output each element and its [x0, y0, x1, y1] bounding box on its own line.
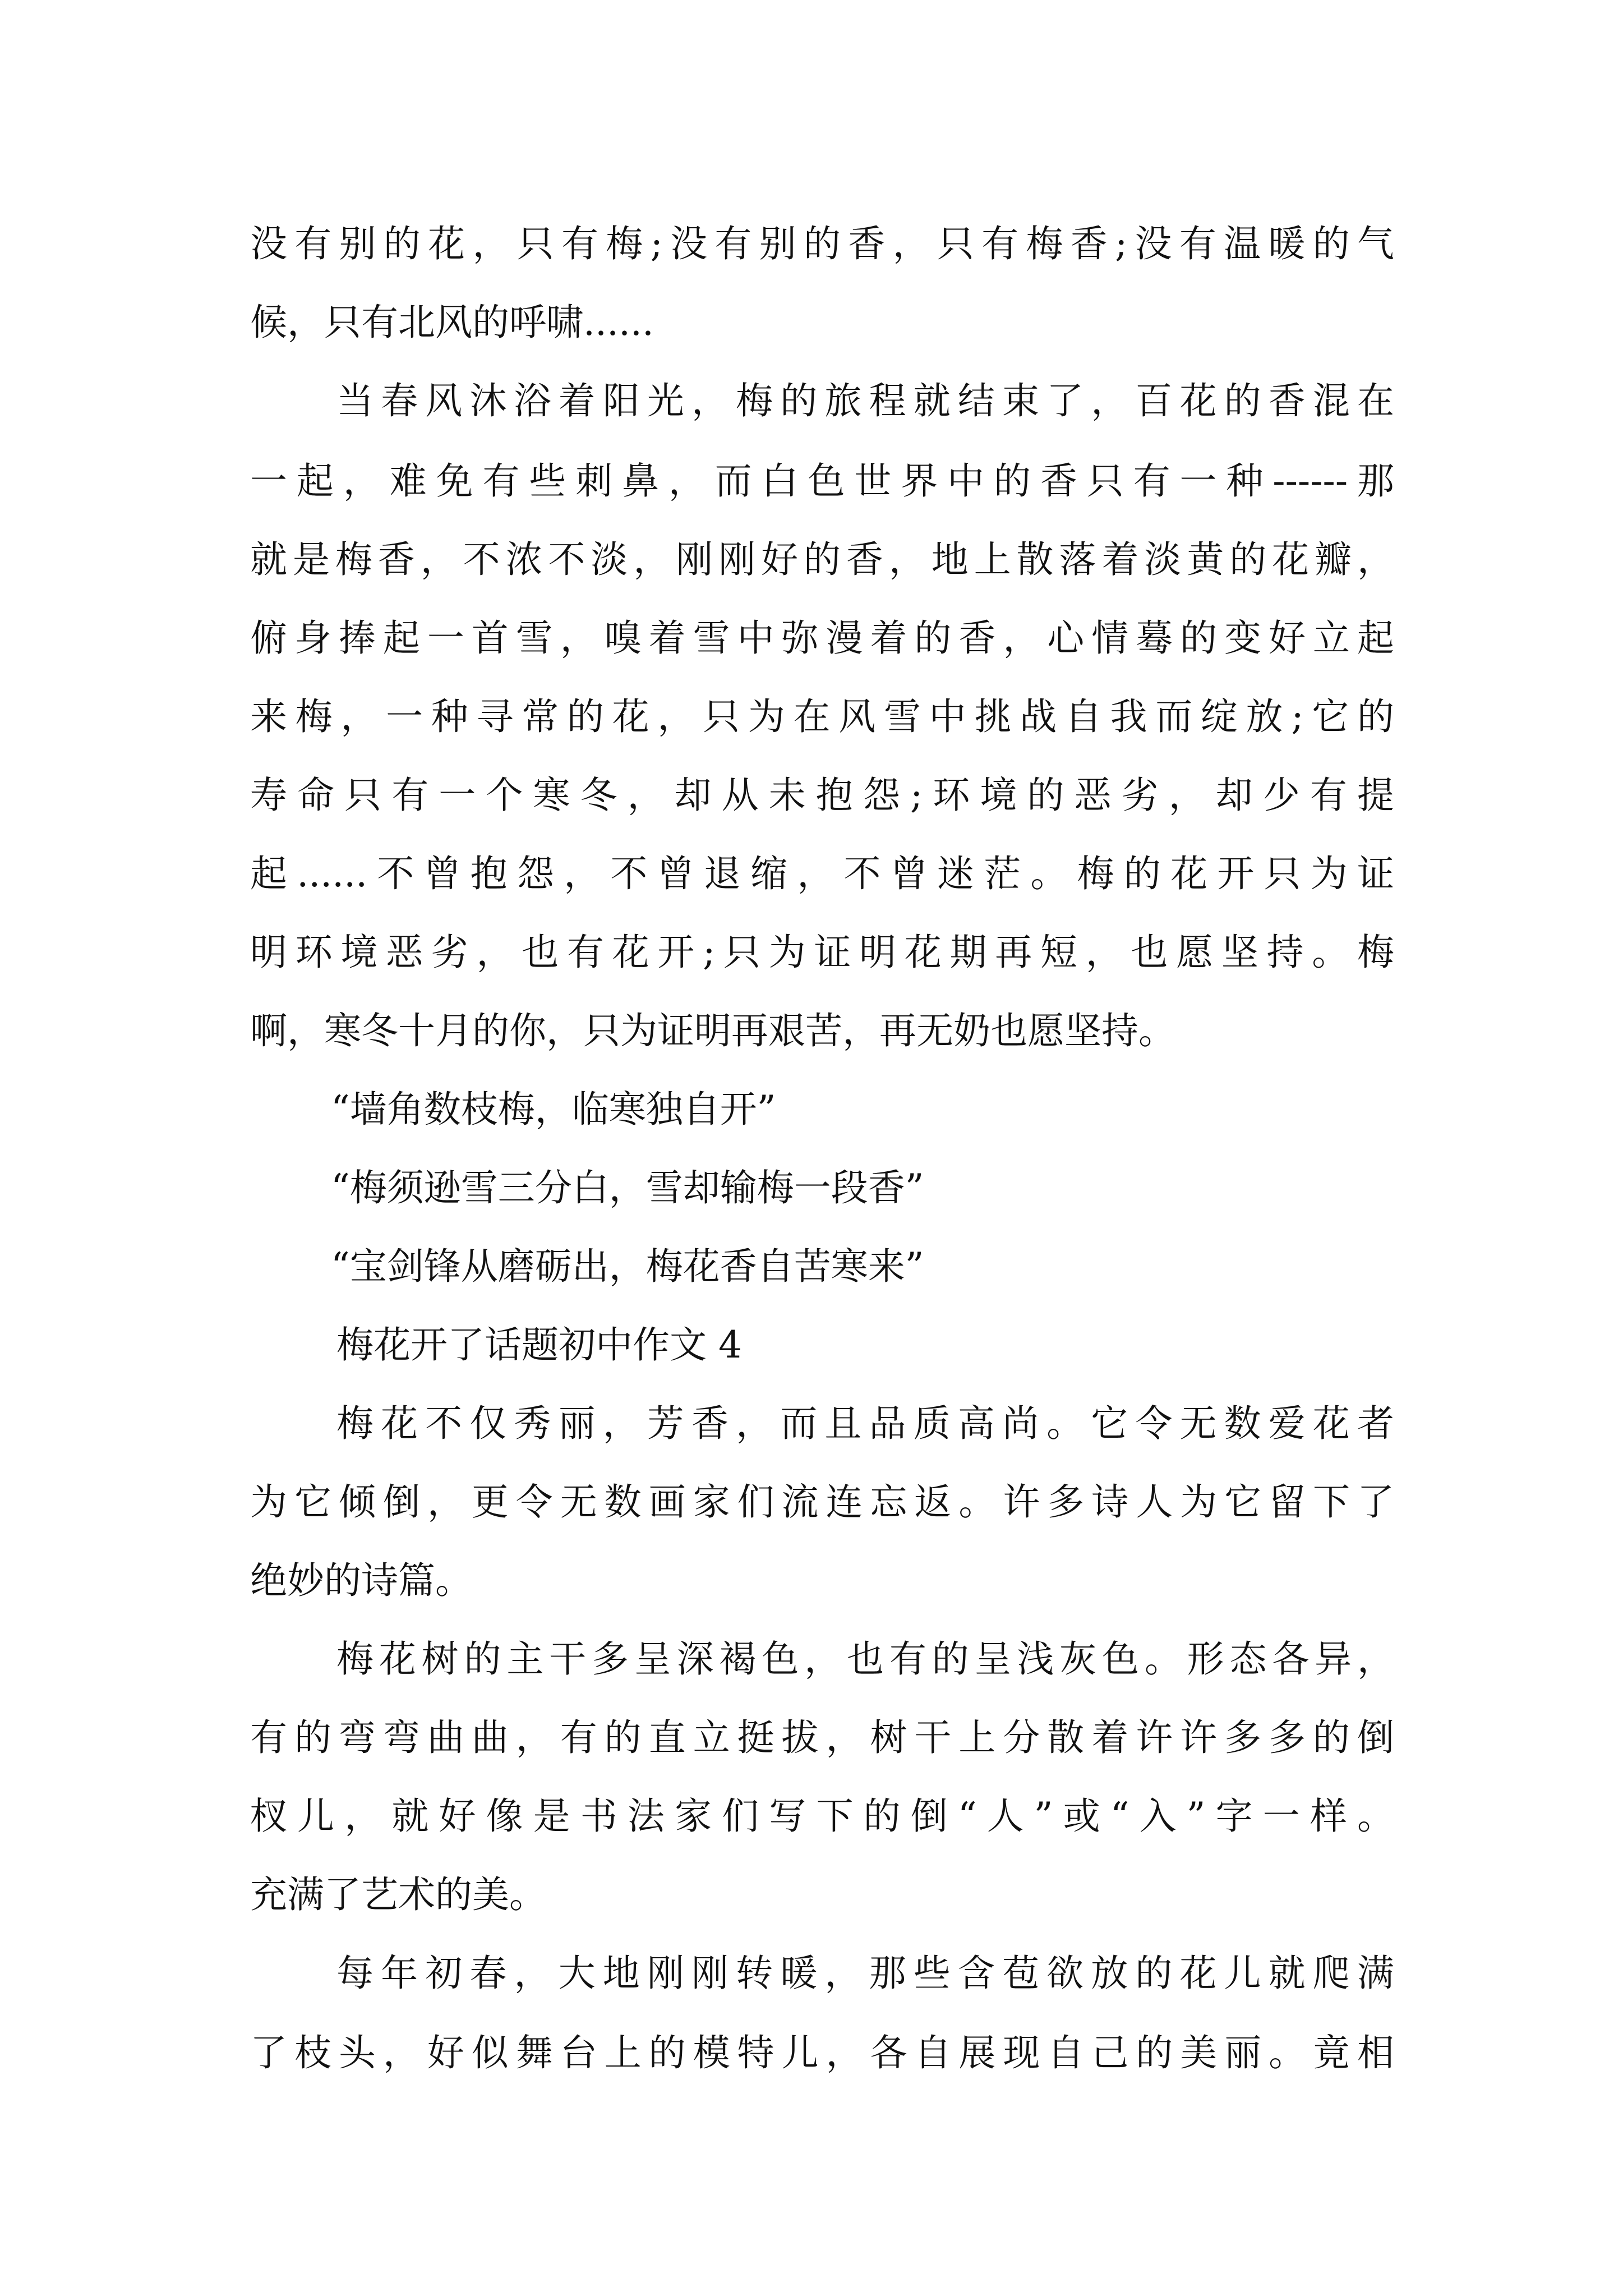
text-line: 起......不曾抱怨，不曾退缩，不曾迷茫。梅的花开只为证	[250, 852, 1394, 895]
text-line: 绝妙的诗篇。	[250, 1559, 472, 1602]
text-line: 就是梅香，不浓不淡，刚刚好的香，地上散落着淡黄的花瓣，	[250, 538, 1394, 581]
paragraph-first-line: 每年初春，大地刚刚转暖，那些含苞欲放的花儿就爬满	[336, 1952, 1394, 1995]
poem-quote-line: “梅须逊雪三分白，雪却输梅一段香”	[331, 1166, 924, 1209]
text-line: 明环境恶劣，也有花开;只为证明花期再短，也愿坚持。梅	[250, 931, 1394, 974]
text-line: 啊，寒冬十月的你，只为证明再艰苦，再无奶也愿坚持。	[250, 1009, 1175, 1052]
poem-quote-line: “宝剑锋从磨砺出，梅花香自苦寒来”	[331, 1245, 924, 1288]
text-line: 了枝头，好似舞台上的模特儿，各自展现自己的美丽。竟相	[250, 2031, 1394, 2074]
text-line: 没有别的花，只有梅;没有别的香，只有梅香;没有温暖的气	[250, 222, 1394, 265]
text-line: 一起，难免有些刺鼻，而白色世界中的香只有一种------那	[250, 459, 1394, 503]
text-line: 候，只有北风的呼啸......	[250, 301, 654, 344]
paragraph-first-line: 梅花不仅秀丽，芳香，而且品质高尚。它令无数爱花者	[336, 1402, 1394, 1445]
text-line: 来梅，一种寻常的花，只为在风雪中挑战自我而绽放;它的	[250, 695, 1394, 738]
poem-quote-line: “墙角数枝梅，临寒独自开”	[331, 1088, 776, 1131]
text-line: 俯身捧起一首雪，嗅着雪中弥漫着的香，心情蓦的变好立起	[250, 616, 1394, 660]
text-line: 为它倾倒，更令无数画家们流连忘返。许多诗人为它留下了	[250, 1480, 1394, 1524]
paragraph-first-line: 当春风沐浴着阳光，梅的旅程就结束了，百花的香混在	[336, 379, 1394, 422]
text-line: 充满了艺术的美。	[250, 1873, 546, 1916]
section-heading: 梅花开了话题初中作文 4	[336, 1323, 742, 1366]
text-line: 有的弯弯曲曲，有的直立挺拔，树干上分散着许许多多的倒	[250, 1716, 1394, 1759]
text-line: 寿命只有一个寒冬，却从未抱怨;环境的恶劣，却少有提	[250, 774, 1394, 817]
paragraph-first-line: 梅花树的主干多呈深褐色，也有的呈浅灰色。形态各异，	[336, 1637, 1394, 1681]
text-line: 杈儿，就好像是书法家们写下的倒“人”或“入”字一样。	[250, 1795, 1394, 1838]
